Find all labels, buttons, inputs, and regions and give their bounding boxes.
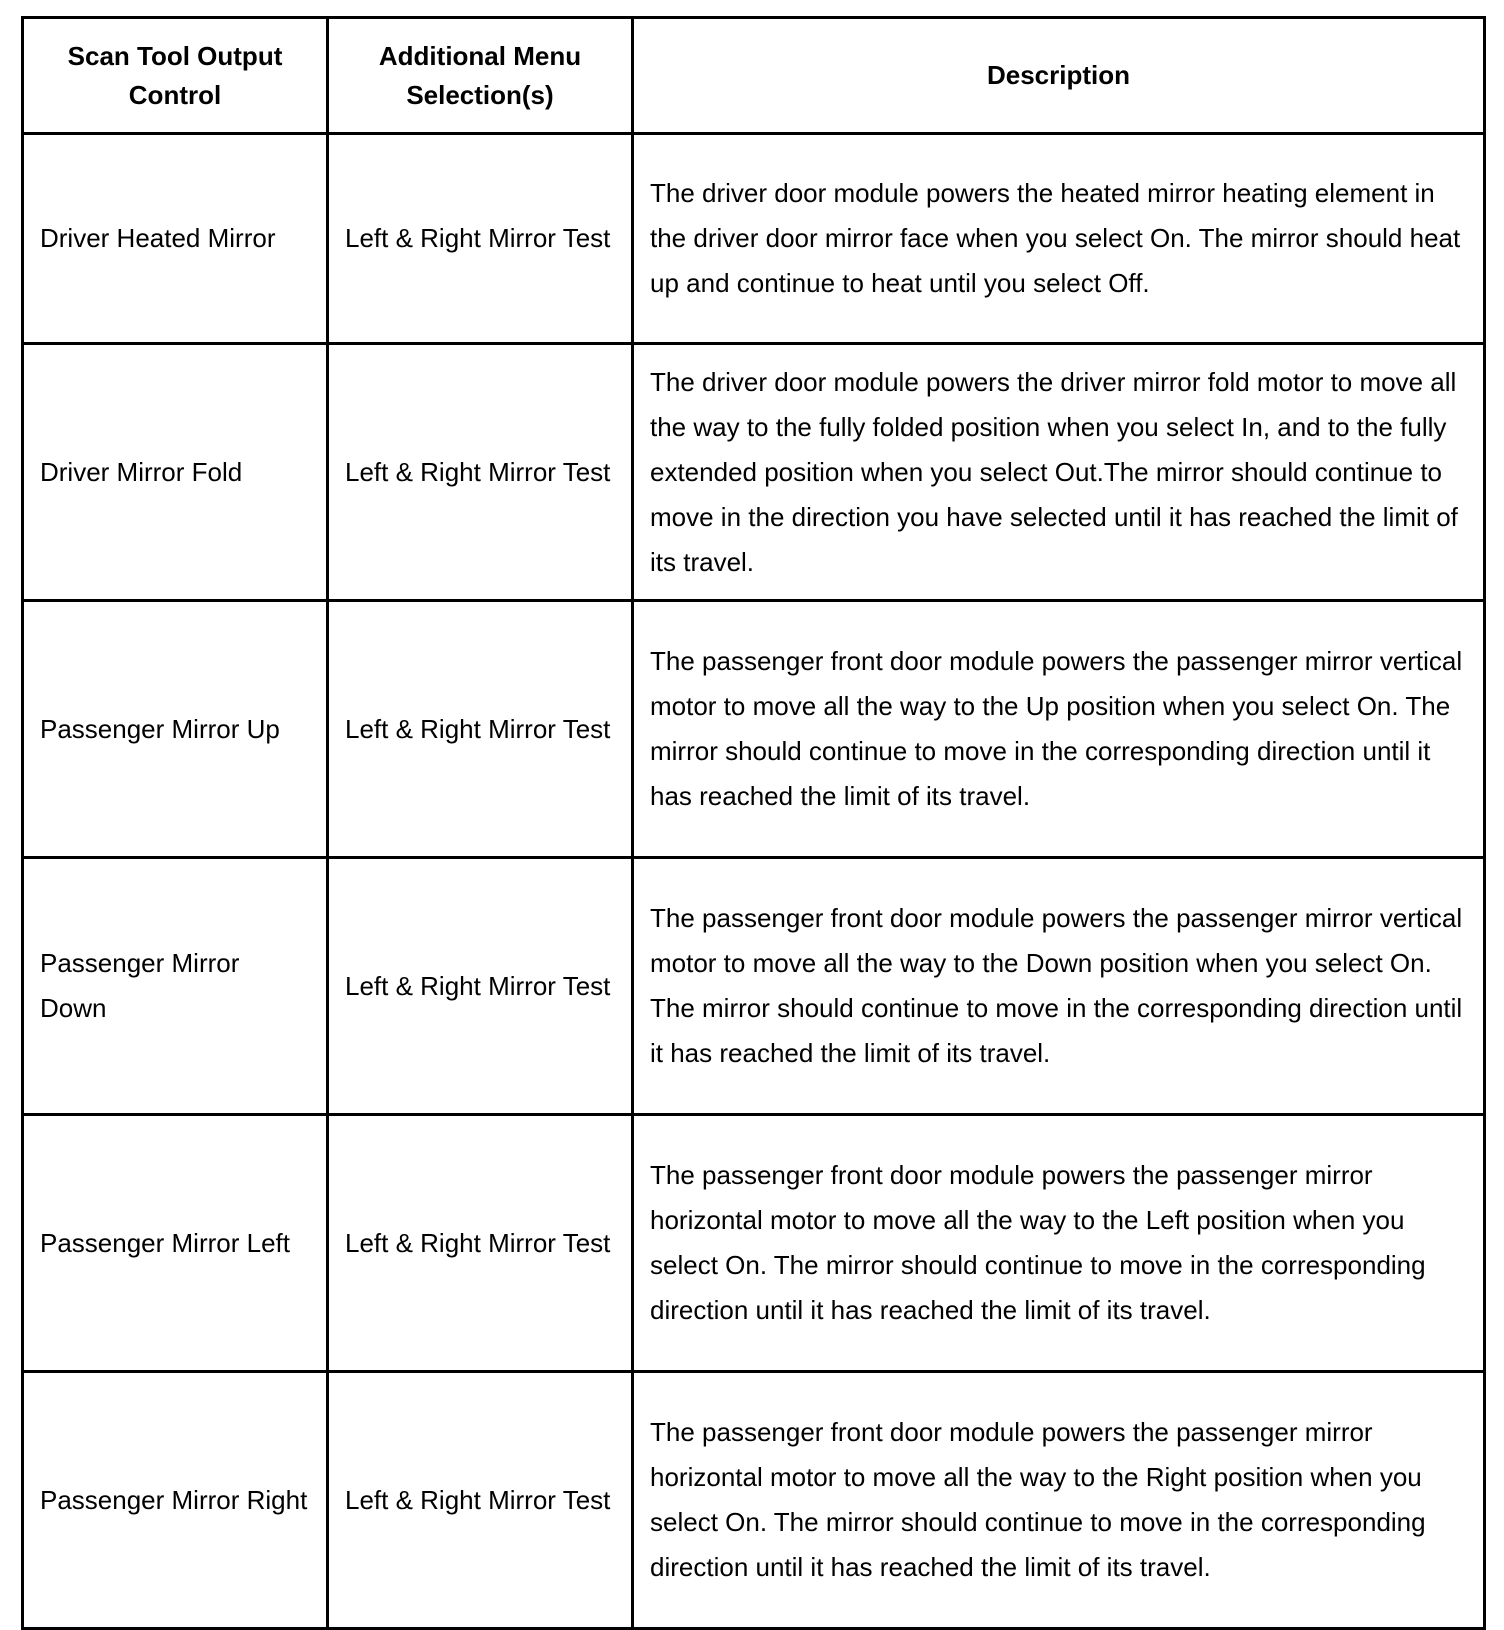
table-row: [23, 858, 1485, 1115]
output-control-table: [21, 16, 1486, 1630]
cell-control: Driver Heated Mirror: [23, 134, 328, 344]
cell-control: Driver Mirror Fold: [23, 344, 328, 601]
cell-menu: Left & Right Mirror Test: [328, 858, 633, 1115]
header-row: [23, 18, 1485, 134]
cell-description: The passenger front door module powers the passenger mirror vertical motor to move all the way to the Up position when you select On. The mirror should continue to move in the corresponding direction until it has reached the limit of its travel.: [633, 601, 1485, 858]
cell-control: Passenger Mirror Left: [23, 1115, 328, 1372]
cell-description: The passenger front door module powers the passenger mirror horizontal motor to move all the way to the Right position when you select On. The mirror should continue to move in the corresponding direction until it has reached the limit of its travel.: [633, 1372, 1485, 1629]
cell-menu: Left & Right Mirror Test: [328, 1115, 633, 1372]
cell-description: The passenger front door module powers the passenger mirror vertical motor to move all the way to the Down position when you select On. The mirror should continue to move in the corresponding direction until it has reached the limit of its travel.: [633, 858, 1485, 1115]
table-row: [23, 134, 1485, 344]
header-description: Description: [633, 18, 1485, 134]
table-row: [23, 1372, 1485, 1629]
cell-description: The driver door module powers the heated mirror heating element in the driver door mirror face when you select On. The mirror should heat up and continue to heat until you select Off.: [633, 134, 1485, 344]
cell-menu: Left & Right Mirror Test: [328, 1372, 633, 1629]
cell-control: Passenger Mirror Up: [23, 601, 328, 858]
header-additional-menu-selections: Additional Menu Selection(s): [328, 18, 633, 134]
cell-menu: Left & Right Mirror Test: [328, 601, 633, 858]
header-scan-tool-output-control: Scan Tool Output Control: [23, 18, 328, 134]
cell-control: Passenger Mirror Right: [23, 1372, 328, 1629]
table-body: [23, 134, 1485, 1629]
table-row: [23, 344, 1485, 601]
cell-description: The driver door module powers the driver mirror fold motor to move all the way to the fully folded position when you select In, and to the fully extended position when you select Out.The mirror should continue to move in the direction you have selected until it has reached the limit of its travel.: [633, 344, 1485, 601]
table-row: [23, 601, 1485, 858]
table-row: [23, 1115, 1485, 1372]
table-header: [23, 18, 1485, 134]
cell-control: Passenger Mirror Down: [23, 858, 328, 1115]
cell-description: The passenger front door module powers the passenger mirror horizontal motor to move all the way to the Left position when you select On. The mirror should continue to move in the corresponding direction until it has reached the limit of its travel.: [633, 1115, 1485, 1372]
cell-menu: Left & Right Mirror Test: [328, 344, 633, 601]
cell-menu: Left & Right Mirror Test: [328, 134, 633, 344]
